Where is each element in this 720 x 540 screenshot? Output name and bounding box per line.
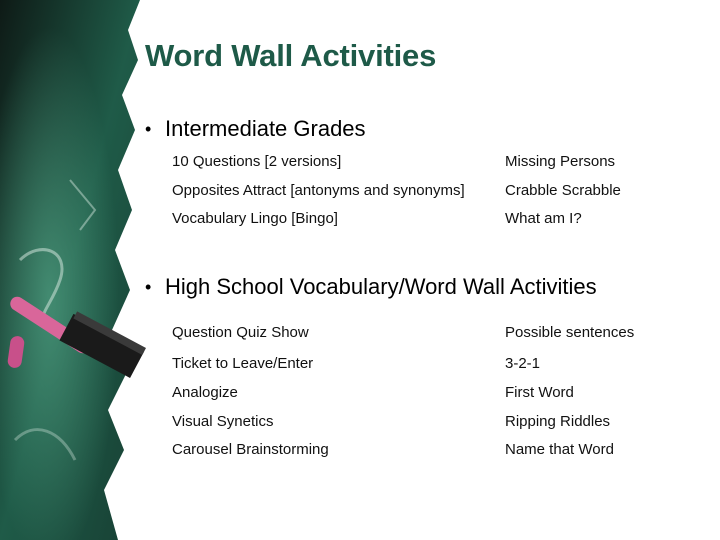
activity-item: Question Quiz Show xyxy=(172,324,309,341)
chalkboard-decoration xyxy=(0,0,200,540)
activity-item: 3-2-1 xyxy=(505,355,541,372)
section-heading-high-school: • High School Vocabulary/Word Wall Activities xyxy=(145,274,597,299)
activity-item: 10 Questions [2 versions] xyxy=(172,153,342,170)
activity-item: Analogize xyxy=(172,384,238,401)
activity-item: Vocabulary Lingo [Bingo] xyxy=(172,210,338,227)
activity-item: Possible sentences xyxy=(505,324,635,341)
activity-item: Visual Synetics xyxy=(172,413,274,430)
bullet-icon: • xyxy=(145,276,152,297)
slide-title: Word Wall Activities xyxy=(145,38,437,73)
activity-item: Ticket to Leave/Enter xyxy=(172,355,314,372)
activity-item: Missing Persons xyxy=(505,153,616,170)
activity-item: Carousel Brainstorming xyxy=(172,441,329,458)
bullet-icon: • xyxy=(145,118,152,139)
activity-item: What am I? xyxy=(505,210,582,227)
activity-item: Ripping Riddles xyxy=(505,413,611,430)
activity-item: Name that Word xyxy=(505,441,614,458)
section-heading-intermediate: • Intermediate Grades xyxy=(145,116,366,141)
activity-item: Crabble Scrabble xyxy=(505,182,621,199)
activity-item: Opposites Attract [antonyms and synonyms] xyxy=(172,182,465,199)
activity-item: First Word xyxy=(505,384,574,401)
